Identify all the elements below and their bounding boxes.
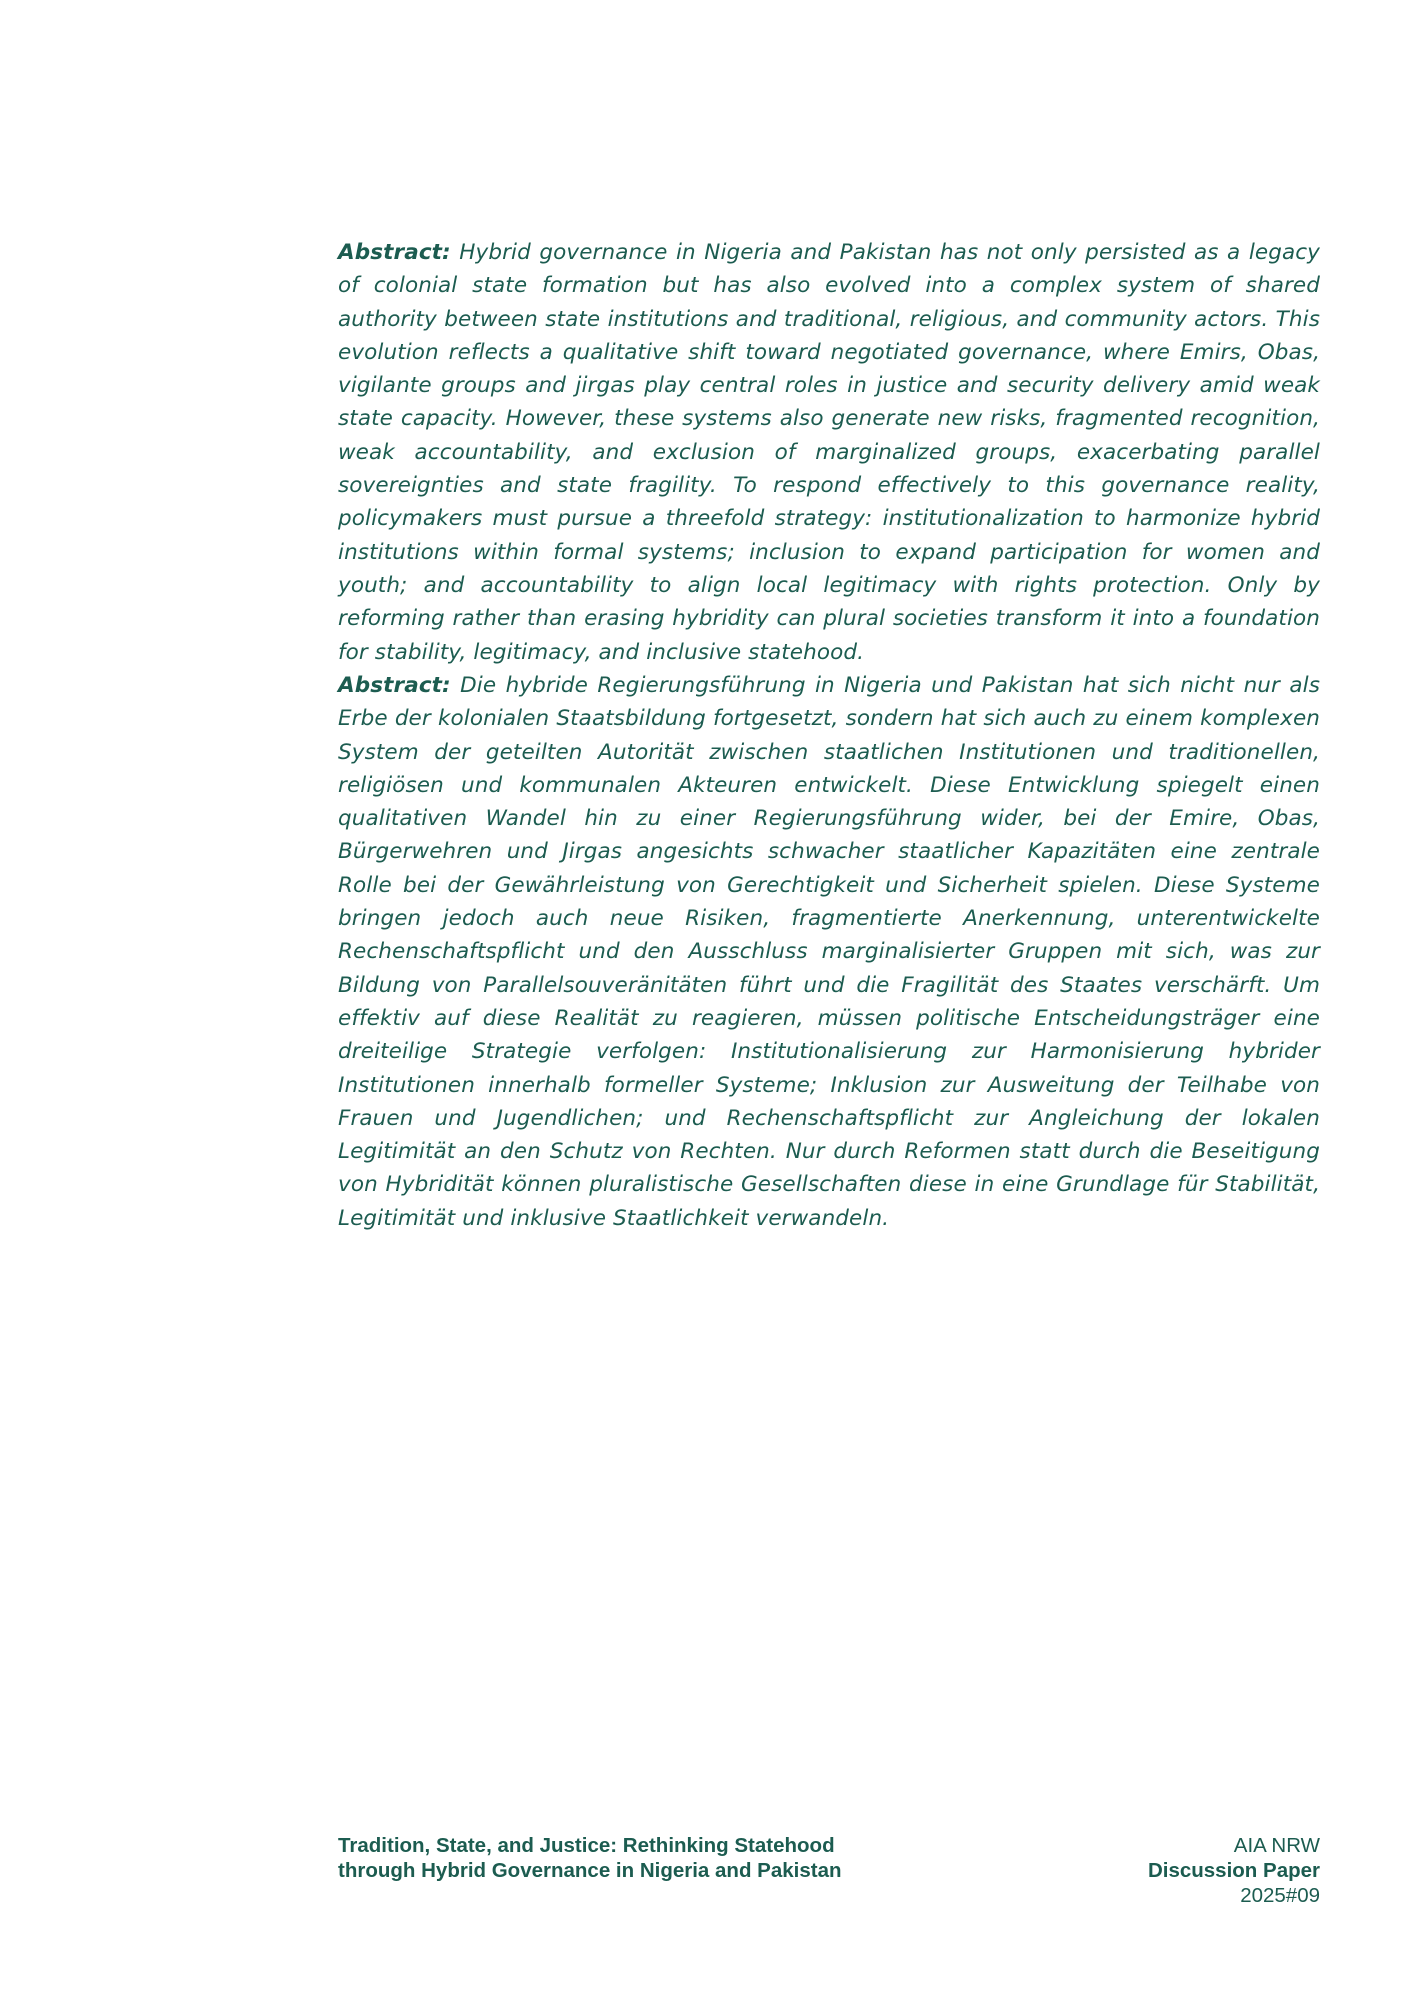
abstract-english — [338, 236, 1320, 669]
abstract-english-text: Hybrid governance in Nigeria and Pakistan has not only persisted as a legacy of colonial state formation but has also evolved into a complex system of shared authority between state institutions and traditional, religious, and community actors. This evolution reflects a qualitative shift toward negotiated governance, where Emirs, Obas, vigilante groups and jirgas play central roles in justice and security delivery amid weak state capacity. However, these systems also generate new risks, fragmented recognition, weak accountability, and exclusion of marginalized groups, exacerbating parallel sovereignties and state fragility. To respond effectively to this governance reality, policymakers must pursue a threefold strategy: institutionalization to harmonize hybrid institutions within formal systems; inclusion to expand participation for women and youth; and accountability to align local legitimacy with rights protection. Only by reforming rather than erasing hybridity can plural societies transform it into a foundation for stability, legitimacy, and inclusive statehood. — [338, 240, 1320, 665]
footer-series: Discussion Paper — [1147, 1859, 1320, 1882]
abstract-german-label: Abstract: — [338, 673, 451, 698]
footer-series-info — [1148, 1833, 1320, 1908]
footer-publisher: AIA NRW — [1233, 1834, 1320, 1857]
abstract-german — [338, 669, 1320, 1235]
footer-paper-title: Tradition, State, and Justice: Rethinking Statehood through Hybrid Governance in Nigeria and Pakistan — [338, 1834, 842, 1882]
abstract-german-text: Die hybride Regierungsführung in Nigeria und Pakistan hat sich nicht nur als Erbe der kolonialen Staatsbildung fortgesetzt, sondern hat sich auch zu einem komplexen System der geteilten Autorität zwischen staatlichen Institutionen und traditionellen, religiösen und kommunalen Akteuren entwickelt. Diese Entwicklung spiegelt einen qualitativen Wandel hin zu einer Regierungsführung wider, bei der Emire, Obas, Bürgerwehren und Jirgas angesichts schwacher staatlicher Kapazitäten eine zentrale Rolle bei der Gewährleistung von Gerechtigkeit und Sicherheit spielen. Diese Systeme bringen jedoch auch neue Risiken, fragmentierte Anerkennung, unterentwickelte Rechenschaftspflicht und den Ausschluss marginalisierter Gruppen mit sich, was zur Bildung von Parallelsouveränitäten führt und die Fragilität des Staates verschärft. Um effektiv auf diese Realität zu reagieren, müssen politische Entscheidungsträger eine dreiteilige Strategie verfolgen: Institutionalisierung zur Harmonisierung hybrider Institutionen innerhalb formeller Systeme; Inklusion zur Ausweitung der Teilhabe von Frauen und Jugendlichen; und Rechenschaftspflicht zur Angleichung der lokalen Legitimität an den Schutz von Rechten. Nur durch Reformen statt durch die Beseitigung von Hybridität können pluralistische Gesellschaften diese in eine Grundlage für Stabilität, Legitimität und inklusive Staatlichkeit verwandeln. — [338, 673, 1320, 1231]
abstract-english-label: Abstract: — [338, 240, 451, 265]
footer-paper-number: 2025#09 — [1240, 1884, 1320, 1907]
